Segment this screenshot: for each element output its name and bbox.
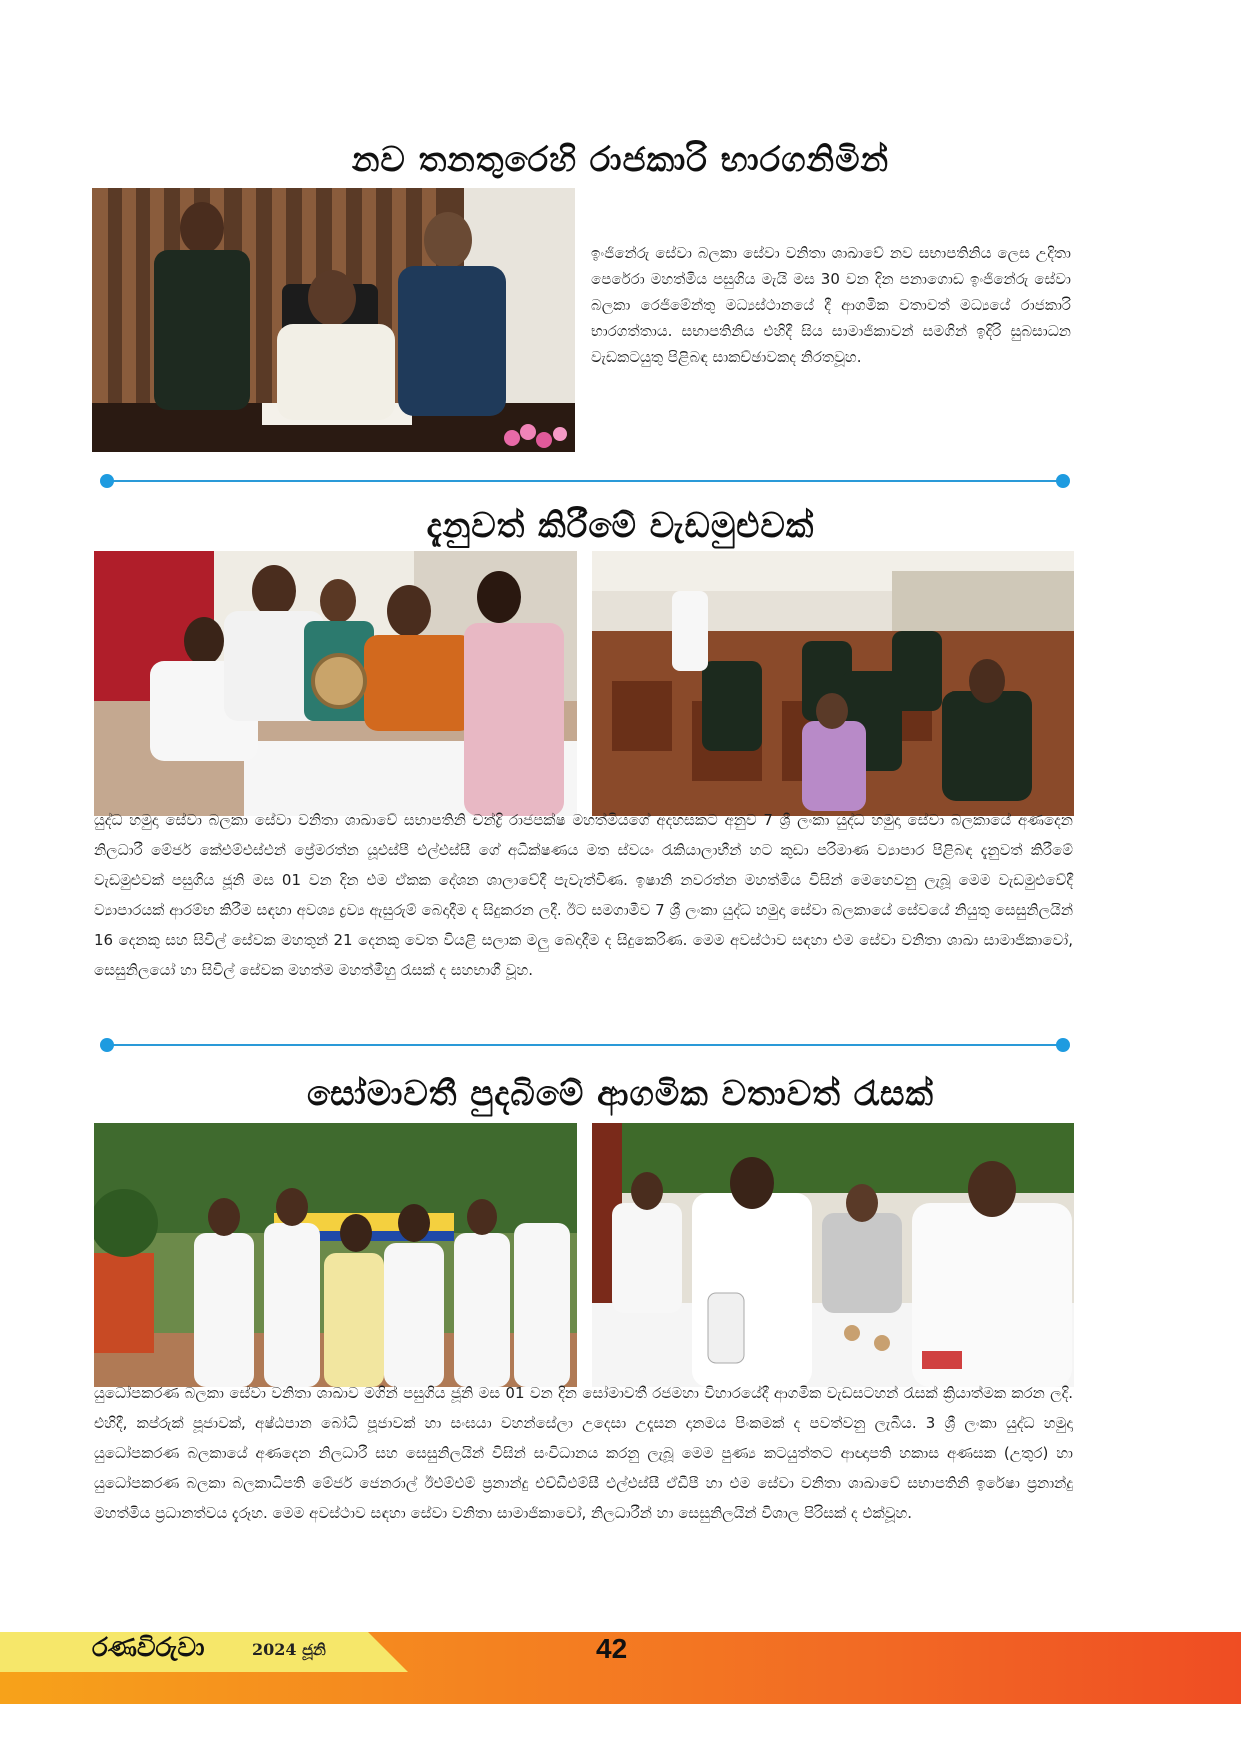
magazine-name: රණවිරුවා <box>92 1633 205 1663</box>
section-1-body: ඉංජිනේරු සේවා බලකා සේවා වනිතා ශාඛාවේ නව සභාපතිනිය ලෙස උදිතා පෙරේරා මහත්මිය පසුගිය මැයි මස 30 වන දින පනාගොඩ ඉංජිනේරු සේවා බලකා රෙජිමේන්තු මධ්‍යස්ථානයේ දී ආගමික වතාවත් මධ්‍යයේ රාජකාරි භාරගත්තාය. සභාපතිනිය එහිදී සිය සාමාජිකාවන් සමගින් ඉදිරි සුබසාධන වැඩකටයුතු පිළිබඳ සාකච්ඡාවකද නිරතවූහ. <box>591 244 1071 366</box>
issue-date: 2024 ජූනි <box>252 1640 326 1659</box>
page-number: 42 <box>596 1633 628 1664</box>
page-footer <box>0 1632 1241 1704</box>
section-1-photo <box>92 188 575 452</box>
section-3-body: යුධෝපකරණ බලකා සේවා වනිතා ශාඛාව මගින් පසුගිය ජූනි මස 01 වන දින සෝමාවතී රජමහා විහාරයේදී ආගමික වැඩසටහන් රැසක් ක්‍රියාත්මක කරන ලදි. එහිදී, කප්රුක් පූජාවක්, අෂ්ඨපාන බෝධි පූජාවක් හා සංඝයා වහන්සේලා උදෙසා උදෑසන දානමය පිංකමක් ද පවත්වනු ලැබීය. 3 ශ්‍රී ලංකා යුද්ධ හමුදා යුධෝපකරණ බලකායේ අණදෙන නිලධාරී සහ සෙසුනිලයින් විසින් සංවිධානය කරනු ලැබූ මෙම පුණ්‍ය කටයුත්තට ආඥාපති හකාස අණසක (උතුර) හා යුධෝපකරණ බලකා බලකාධිපති මේජර් ජෙනරාල් ඊඑම්එම් ප්‍රනාන්දු එච්ඩීඑම්සී එල්එස්සී ඒඩීපී හා එම සේවා වනිතා ශාඛාවේ සභාපතිනි ඉරේෂා ප්‍රනාන්දු මහත්මිය ප්‍රධානත්වය දැරූහ. මෙම අවස්ථාව සඳහා සේවා වනිතා සාමාජිකාවෝ, නිලධාරීන් හා සෙසුනිලයින් විශාල පිරිසක් ද එක්වූහ. <box>94 1384 1073 1522</box>
section-divider-2 <box>100 1037 1070 1053</box>
section-1-title: නව තනතුරෙහි රාජකාරි භාරගනිමින් <box>351 140 890 180</box>
section-3-photo-alms <box>592 1123 1074 1387</box>
section-2-photo-workshop <box>94 551 577 816</box>
section-3-title: සෝමාවතී පුදබිමේ ආගමික වතාවත් රැසක් <box>306 1074 935 1114</box>
section-2-title: දැනුවත් කිරීමේ වැඩමුළුවක් <box>426 506 815 546</box>
section-divider-1 <box>100 473 1070 489</box>
section-3-photo-procession <box>94 1123 577 1387</box>
section-2-photo-audience <box>592 551 1074 816</box>
section-2-body: යුද්ධ හමුදා සේවා බලකා සේවා වනිතා ශාඛාවේ සභාපතිනි චන්ද්‍රි රාජපක්ෂ මහත්මියගේ අදහසකට අනුව 7 ශ්‍රී ලංකා යුද්ධ හමුදා සේවා බලකායේ අණදෙන නිලධාරී මේජර් කේඑම්එස්එන් ප්‍රේමරත්න යූඑස්පී එල්එස්සී ගේ අධීක්ෂණය මත ස්වයං රැකියාලාභීන් හට කුඩා පරිමාණ ව්‍යාපාර පිළිබඳ දැනුවත් කිරීමේ වැඩමුළුවක් පසුගිය ජූනි මස 01 වන දින එම ඒකක දේශන ශාලාවේදී පැවැත්විණ. ඉෂානි නවරත්න මහත්මිය විසින් මෙහෙවනු ලැබූ මෙම වැඩමුළුවේදී ව්‍යාපාරයක් ආරම්භ කිරීම සඳහා අවශ්‍ය ද්‍රව්‍ය ඇසුරුම් බෙදාදීම ද සිදුකරන ලදී. ඊට සමගාමීව 7 ශ්‍රී ලංකා යුද්ධ හමුදා සේවා බලකායේ සේවයේ නියුතු සෙසුනිලයින් 16 දෙනකු සහ සිවිල් සේවක මහතුන් 21 දෙනකු වෙත වියළි සලාක මලු බෙදාදීම ද සිදුකෙරිණ. මෙම අවස්ථාව සඳහා එම සේවා වනිතා ශාඛා සාමාජිකාවෝ, සෙසුනිලයෝ හා සිවිල් සේවක මහත්ම මහත්මීහු රැසක් ද සහභාගී වූහ. <box>94 811 1073 979</box>
